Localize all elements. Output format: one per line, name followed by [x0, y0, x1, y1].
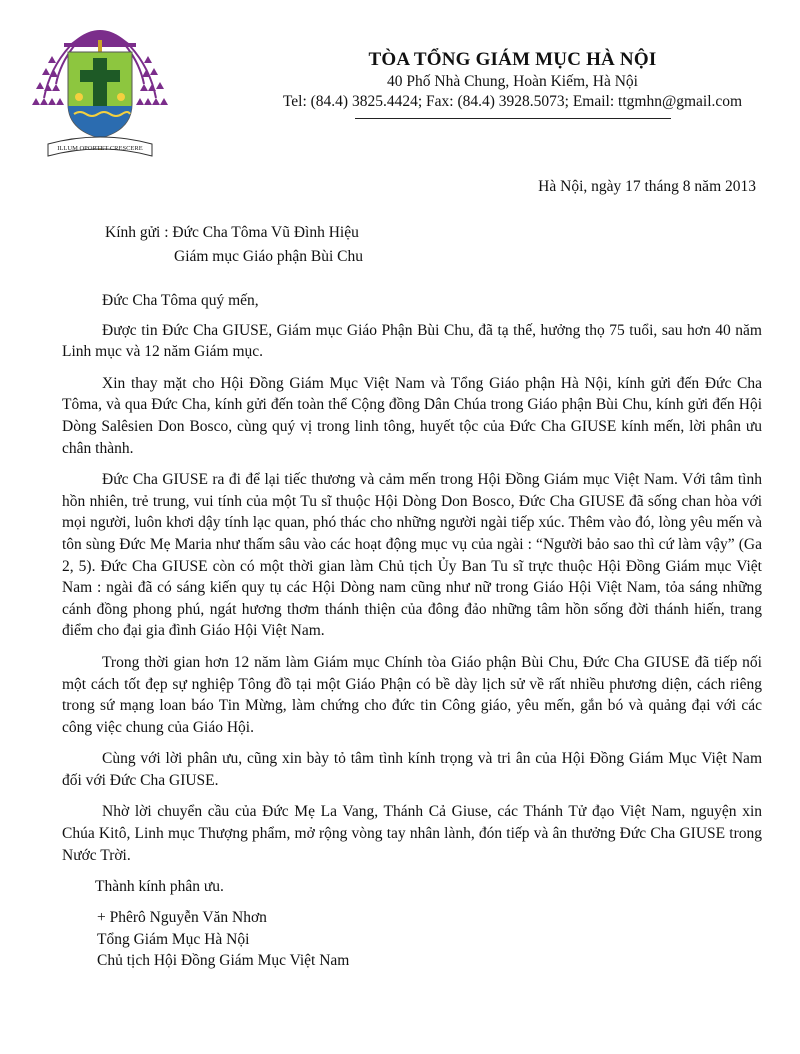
organization-address: 40 Phố Nhà Chung, Hoàn Kiếm, Hà Nội [387, 73, 638, 90]
paragraph: Trong thời gian hơn 12 năm làm Giám mục Chính tòa Giáo phận Bùi Chu, Đức Cha GIUSE đã tiếp nối một cách tốt đẹp sự nghiệp Tông đồ tại một Giáo Phận có bề dày lịch sử về rất nhiều phương diện, cách riêng trong sứ mạng loan báo Tin Mừng, làm chứng cho đức tin Công giáo, yêu mến, gắn bó và quảng đại với các công việc chung của Giáo Hội. [62, 653, 762, 736]
salutation: Đức Cha Tôma quý mến, [102, 292, 259, 309]
paragraph: Đức Cha GIUSE ra đi để lại tiếc thương và cảm mến trong Hội Đồng Giám mục Việt Nam. Với tâm tình hồn nhiên, trẻ trung, vui tính của một Tu sĩ thuộc Hội Dòng Don Bosco, Đức Cha GIUSE đã sống chan hòa với mọi người, luôn khơi dậy tính lạc quan, phó thác cho những người ngài tiếp xúc. Thêm vào đó, lòng yêu mến và tôn sùng Đức Mẹ Maria như thấm sâu vào các hoạt động mục vụ của ngài : “Người bảo sao thì cứ làm vậy” (Ga 2, 5). Đức Cha GIUSE còn có một thời gian làm Chủ tịch Ủy Ban Tu sĩ trực thuộc Hội Đồng Giám mục Việt Nam : ngài đã có sáng kiến quy tụ các Hội Dòng nam cũng như nữ trong Giáo Hội Việt Nam, tỏa sáng những cánh đồng phong phú, ngát hương thơm thánh thiện của đông đảo những tâm hồn sống đời thánh hiến, trang điểm cho đại gia đình Giáo Hội Việt Nam. [62, 471, 762, 640]
coat-of-arms-icon [30, 18, 170, 168]
letterhead [240, 48, 785, 119]
letter-body [62, 290, 762, 876]
signer-title-2: Chủ tịch Hội Đồng Giám Mục Việt Nam [97, 952, 350, 969]
signature-block [97, 907, 349, 972]
signer-name: + Phêrô Nguyễn Văn Nhơn [97, 909, 267, 926]
closing-line: Thành kính phân ưu. [95, 878, 224, 895]
recipient-name: Kính gửi : Đức Cha Tôma Vũ Đình Hiệu [105, 224, 359, 241]
organization-contact: Tel: (84.4) 3825.4424; Fax: (84.4) 3928.5073; Email: ttgmhn@gmail.com [282, 93, 743, 110]
letter-date: Hà Nội, ngày 17 tháng 8 năm 2013 [538, 178, 756, 195]
letterhead-divider [355, 118, 671, 119]
svg-text:ILLUM OPORTET CRESCERE: ILLUM OPORTET CRESCERE [57, 145, 143, 152]
recipient-block [105, 221, 363, 269]
organization-title: TÒA TỔNG GIÁM MỤC HÀ NỘI [368, 49, 657, 70]
paragraph: Cùng với lời phân ưu, cũng xin bày tỏ tâm tình kính trọng và tri ân của Hội Đồng Giám Mục Việt Nam đối với Đức Cha GIUSE. [62, 750, 762, 789]
signer-title-1: Tổng Giám Mục Hà Nội [97, 930, 250, 948]
paragraph: Được tin Đức Cha GIUSE, Giám mục Giáo Phận Bùi Chu, đã tạ thế, hưởng thọ 75 tuổi, sau hơn 40 năm Linh mục và 12 năm Giám mục. [62, 321, 762, 361]
recipient-title: Giám mục Giáo phận Bùi Chu [174, 248, 363, 265]
paragraph: Xin thay mặt cho Hội Đồng Giám Mục Việt Nam và Tổng Giáo phận Hà Nội, kính gửi đến Đức Cha Tôma, và qua Đức Cha, kính gửi đến toàn thể Cộng đồng Dân Chúa trong Giáo phận Bùi Chu, kính gửi đến Hội Dòng Salêsien Don Bosco, cùng quý vị trong linh tông, huyết tộc của Đức Cha GIUSE kính mến, lời phân ưu chân thành. [62, 374, 762, 457]
paragraph: Nhờ lời chuyển cầu của Đức Mẹ La Vang, Thánh Cả Giuse, các Thánh Tử đạo Việt Nam, nguyện xin Chúa Kitô, Linh mục Thượng phẩm, mở rộng vòng tay nhân lành, đón tiếp và ân thưởng Đức Cha GIUSE trong Nước Trời. [62, 803, 762, 864]
